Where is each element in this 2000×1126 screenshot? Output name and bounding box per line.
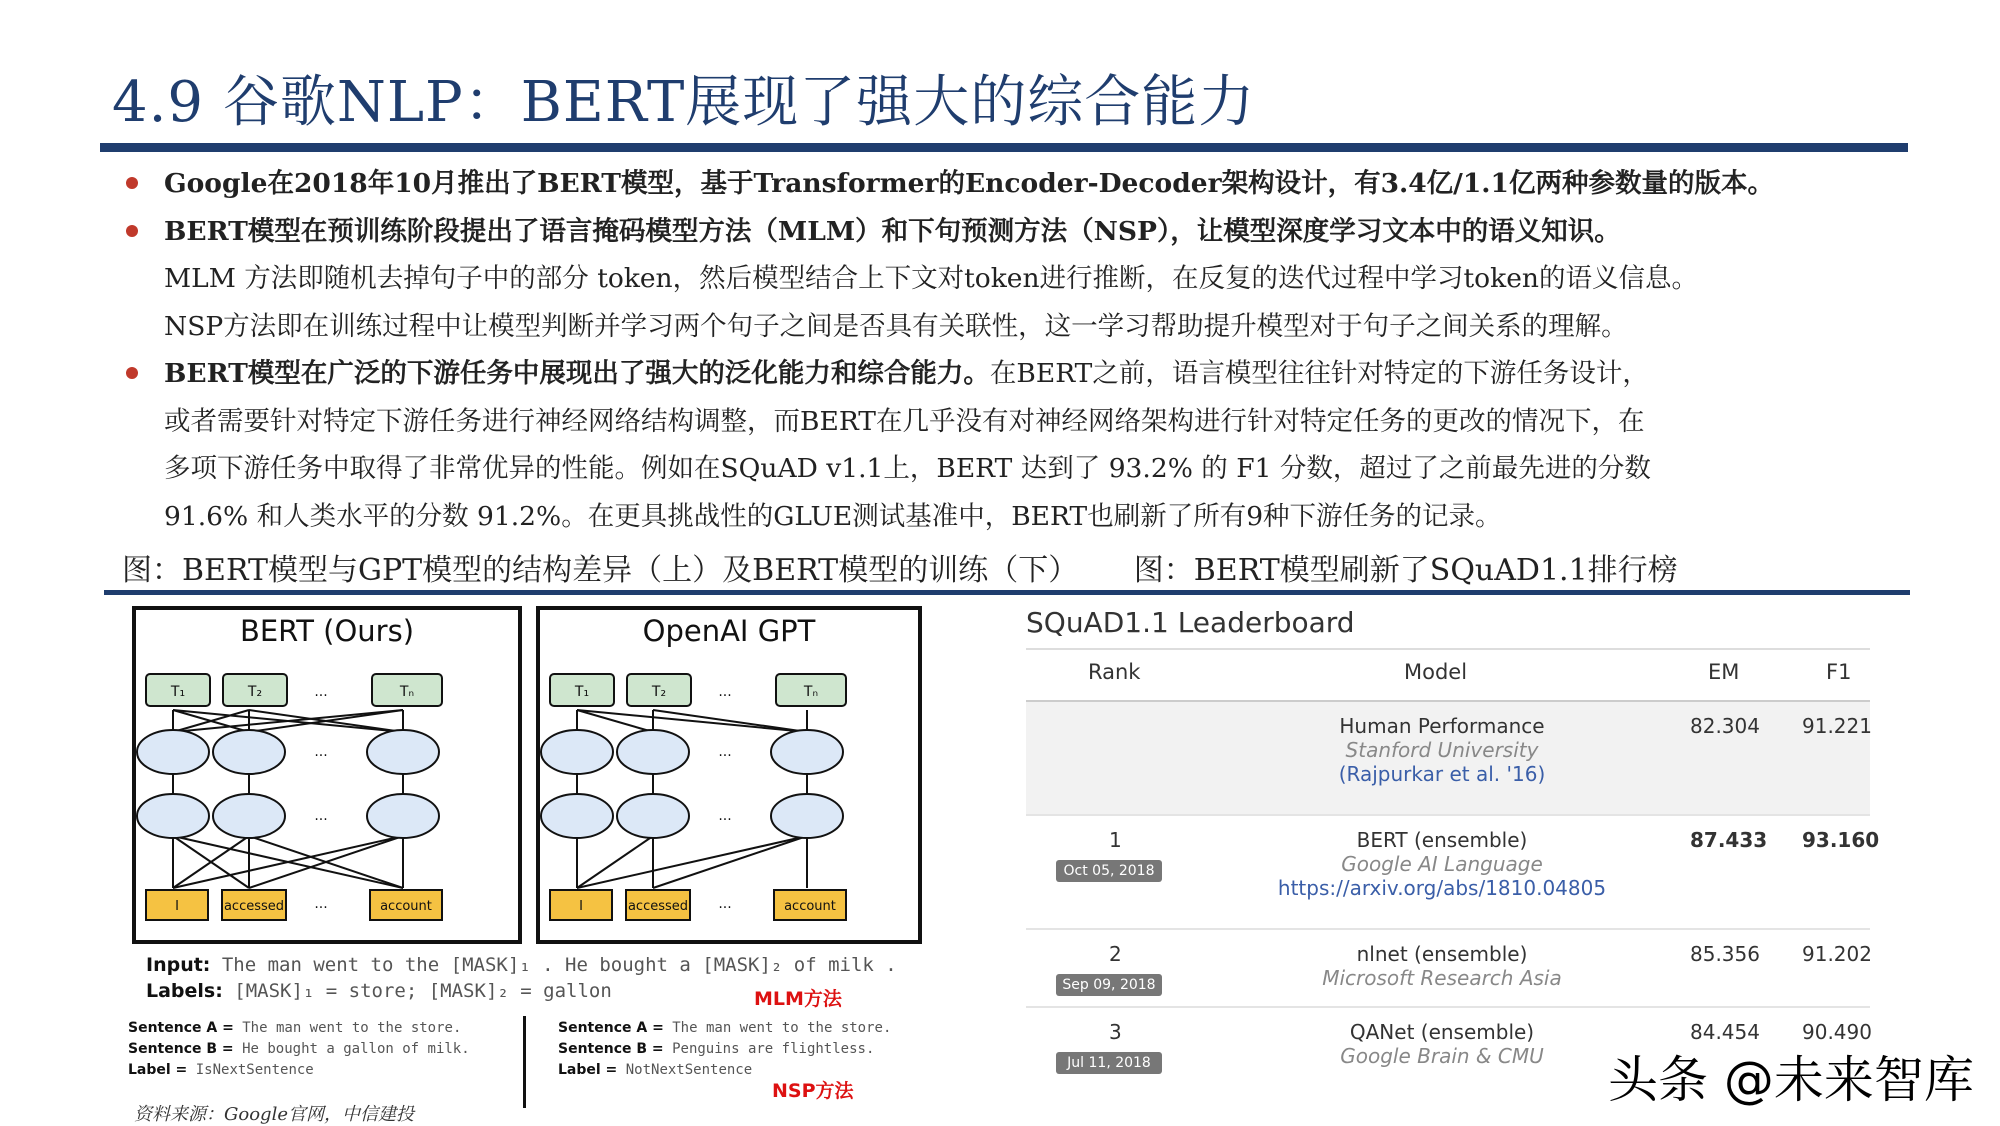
svg-text:Tₙ: Tₙ bbox=[803, 684, 819, 700]
bert-node bbox=[213, 730, 285, 774]
bert-architecture-diagram bbox=[136, 610, 518, 940]
svg-text:...: ... bbox=[718, 896, 732, 912]
rank-number: 1 bbox=[1109, 828, 1122, 852]
table-row bbox=[1026, 930, 1870, 1008]
bullet-text: Google在2018年10月推出了BERT模型，基于Transformer的Encoder-Decoder架构设计，有3.4亿/1.1亿两种参数量的版本。 bbox=[164, 168, 1774, 199]
bert-node bbox=[213, 794, 285, 838]
svg-text:...: ... bbox=[314, 896, 328, 912]
source-note: 资料来源：Google官网，中信建投 bbox=[134, 1104, 414, 1125]
svg-text:T₁: T₁ bbox=[574, 684, 590, 700]
bert-node bbox=[367, 730, 439, 774]
bullet-item-3 bbox=[126, 350, 1906, 398]
sentence-b-text: He bought a gallon of milk. bbox=[233, 1041, 470, 1057]
bullet-text: 在BERT之前，语言模型往往针对特定的下游任务设计， bbox=[989, 358, 1649, 389]
column-header-f1: F1 bbox=[1826, 660, 1852, 684]
svg-text:I: I bbox=[579, 899, 583, 914]
label-label: Label = bbox=[558, 1062, 618, 1078]
bullet-continuation: NSP方法即在训练过程中让模型判断并学习两个句子之间是否具有关联性，这一学习帮助提升模型对于句子之间关系的理解。 bbox=[164, 310, 1628, 342]
bert-node bbox=[367, 794, 439, 838]
bert-panel-title: BERT (Ours) bbox=[239, 614, 415, 648]
svg-text:...: ... bbox=[314, 808, 328, 824]
rank-number: 2 bbox=[1109, 942, 1122, 966]
date-badge: Jul 11, 2018 bbox=[1056, 1052, 1162, 1074]
em-score: 85.356 bbox=[1690, 942, 1760, 966]
mlm-input-text: The man went to the [MASK]₁ . He bought a [MASK]₂ of milk . bbox=[210, 954, 897, 976]
svg-text:...: ... bbox=[718, 808, 732, 824]
leaderboard-title: SQuAD1.1 Leaderboard bbox=[1026, 606, 1355, 639]
svg-text:...: ... bbox=[718, 684, 732, 700]
nsp-divider bbox=[523, 1016, 526, 1108]
gpt-node bbox=[617, 730, 689, 774]
svg-text:T₂: T₂ bbox=[651, 684, 667, 700]
bullet-list bbox=[126, 160, 1906, 540]
bert-node bbox=[137, 794, 209, 838]
model-reference-link[interactable]: https://arxiv.org/abs/1810.04805 bbox=[1277, 876, 1607, 900]
gpt-node bbox=[617, 794, 689, 838]
mlm-labels-label: Labels: bbox=[146, 980, 223, 1002]
bullet-item-1 bbox=[126, 160, 1906, 208]
svg-text:account: account bbox=[380, 899, 432, 914]
sentence-b-label: Sentence B = bbox=[558, 1041, 664, 1057]
label-text: NotNextSentence bbox=[617, 1062, 753, 1078]
gpt-node bbox=[541, 794, 613, 838]
em-score: 87.433 bbox=[1690, 828, 1768, 852]
rank-number: 3 bbox=[1109, 1020, 1122, 1044]
sentence-a-label: Sentence A = bbox=[558, 1020, 664, 1036]
model-name: Human Performance bbox=[1339, 714, 1545, 738]
svg-text:...: ... bbox=[314, 684, 328, 700]
sentence-b-label: Sentence B = bbox=[128, 1041, 234, 1057]
mlm-labels-text: [MASK]₁ = store; [MASK]₂ = gallon bbox=[222, 980, 612, 1002]
bullet-continuation: 多项下游任务中取得了非常优异的性能。例如在SQuAD v1.1上，BERT 达到了 93.2% 的 F1 分数，超过了之前最先进的分数 bbox=[164, 453, 1651, 484]
bullet-item-2 bbox=[126, 208, 1906, 256]
table-row bbox=[1026, 702, 1870, 816]
figure-captions bbox=[122, 545, 1912, 589]
bert-node bbox=[137, 730, 209, 774]
bullet-dot-icon bbox=[126, 177, 138, 189]
svg-text:...: ... bbox=[314, 744, 328, 760]
f1-score: 91.202 bbox=[1802, 942, 1872, 966]
bullet-continuation: MLM 方法即随机去掉句子中的部分 token，然后模型结合上下文对token进行推断，在反复的迭代过程中学习token的语义信息。 bbox=[164, 263, 1698, 294]
column-header-rank: Rank bbox=[1088, 660, 1141, 684]
gpt-panel-title: OpenAI GPT bbox=[642, 614, 816, 648]
nsp-method-label: NSP方法 bbox=[772, 1080, 854, 1102]
svg-text:Tₙ: Tₙ bbox=[399, 684, 415, 700]
model-name: nlnet (ensemble) bbox=[1356, 942, 1528, 966]
sentence-b-text: Penguins are flightless. bbox=[663, 1041, 875, 1057]
sentence-a-text: The man went to the store. bbox=[233, 1020, 462, 1036]
sentence-a-label: Sentence A = bbox=[128, 1020, 234, 1036]
gpt-node bbox=[771, 730, 843, 774]
svg-text:I: I bbox=[175, 899, 179, 914]
model-org: Google Brain & CMU bbox=[1340, 1044, 1544, 1068]
caption-divider bbox=[104, 590, 1910, 595]
bullet-dot-icon bbox=[126, 367, 138, 379]
date-badge: Oct 05, 2018 bbox=[1056, 860, 1162, 882]
gpt-node bbox=[771, 794, 843, 838]
bullet-bold-text: BERT模型在广泛的下游任务中展现出了强大的泛化能力和综合能力。 bbox=[164, 358, 990, 389]
model-org: Stanford University bbox=[1345, 738, 1539, 762]
f1-score: 91.221 bbox=[1802, 714, 1872, 738]
model-name: BERT (ensemble) bbox=[1356, 828, 1528, 852]
caption-left: 图：BERT模型与GPT模型的结构差异（上）及BERT模型的训练（下） bbox=[122, 553, 1079, 588]
gpt-node bbox=[541, 730, 613, 774]
sentence-a-text: The man went to the store. bbox=[663, 1020, 892, 1036]
f1-score: 93.160 bbox=[1802, 828, 1880, 852]
model-name: QANet (ensemble) bbox=[1349, 1020, 1535, 1044]
bert-diagram-panel bbox=[132, 606, 522, 944]
em-score: 84.454 bbox=[1690, 1020, 1760, 1044]
svg-text:accessed: accessed bbox=[223, 899, 285, 914]
model-reference-link[interactable]: (Rajpurkar et al. '16) bbox=[1338, 762, 1546, 786]
svg-text:T₁: T₁ bbox=[170, 684, 186, 700]
table-row bbox=[1026, 816, 1880, 930]
gpt-diagram-panel bbox=[536, 606, 922, 944]
nsp-example-positive bbox=[128, 1018, 470, 1081]
model-org: Google AI Language bbox=[1341, 852, 1543, 876]
svg-text:account: account bbox=[784, 899, 836, 914]
model-org: Microsoft Research Asia bbox=[1322, 966, 1562, 990]
gpt-architecture-diagram bbox=[540, 610, 918, 940]
column-header-em: EM bbox=[1708, 660, 1740, 684]
watermark: 头条 @未来智库 bbox=[1608, 1051, 1974, 1109]
caption-right: 图：BERT模型刷新了SQuAD1.1排行榜 bbox=[1133, 553, 1678, 588]
bullet-dot-icon bbox=[126, 225, 138, 237]
nsp-example-negative bbox=[558, 1018, 891, 1081]
title-divider bbox=[100, 143, 1908, 152]
f1-score: 90.490 bbox=[1802, 1020, 1872, 1044]
page-title: 4.9 谷歌NLP：BERT展现了强大的综合能力 bbox=[112, 70, 1256, 135]
bullet-text: BERT模型在预训练阶段提出了语言掩码模型方法（MLM）和下句预测方法（NSP），让模型深度学习文本中的语义知识。 bbox=[164, 215, 1621, 247]
date-badge: Sep 09, 2018 bbox=[1056, 974, 1162, 996]
em-score: 82.304 bbox=[1690, 714, 1760, 738]
bullet-continuation: 91.6% 和人类水平的分数 91.2%。在更具挑战性的GLUE测试基准中，BERT也刷新了所有9种下游任务的记录。 bbox=[164, 500, 1502, 532]
svg-text:accessed: accessed bbox=[627, 899, 689, 914]
column-header-model: Model bbox=[1404, 660, 1468, 684]
svg-text:...: ... bbox=[718, 744, 732, 760]
svg-text:T₂: T₂ bbox=[247, 684, 263, 700]
mlm-method-label: MLM方法 bbox=[754, 988, 842, 1010]
mlm-input-label: Input: bbox=[146, 954, 211, 976]
leaderboard-top-rule bbox=[1026, 648, 1870, 650]
label-text: IsNextSentence bbox=[187, 1062, 314, 1078]
bullet-continuation: 或者需要针对特定下游任务进行神经网络结构调整，而BERT在几乎没有对神经网络架构进行针对特定任务的更改的情况下，在 bbox=[164, 405, 1645, 437]
label-label: Label = bbox=[128, 1062, 188, 1078]
